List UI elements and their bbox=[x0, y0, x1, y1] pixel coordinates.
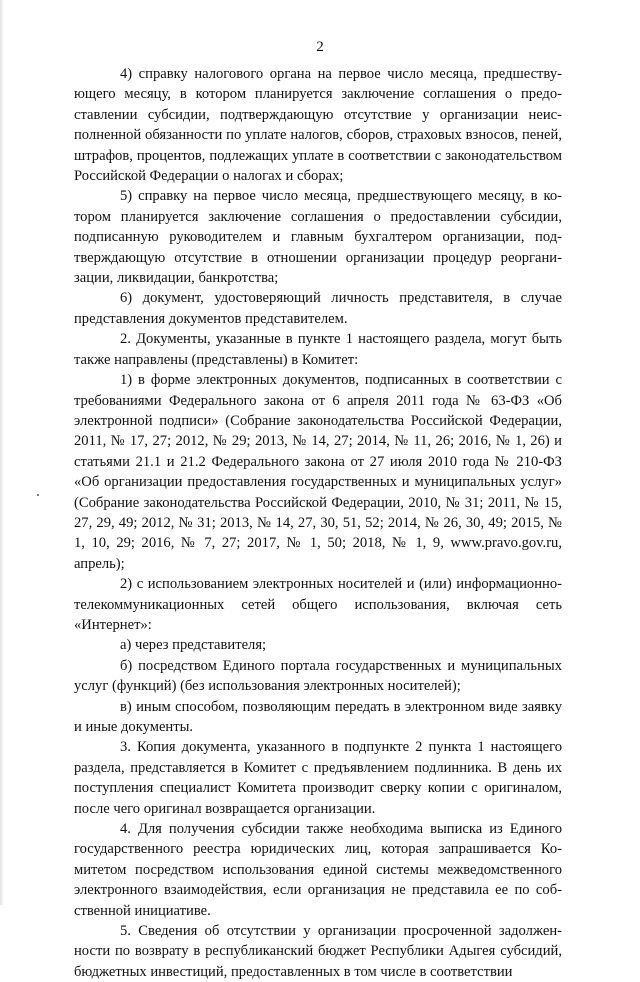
paragraph-subitem-1-electronic: 1) в форме электронных документов, подписанных в соответствии с требованиями Федерального закона от 6 апреля 2011 года № 63-ФЗ «Об электронной подписи» (Собрание законодательства Российской Федерации, 2011, № 17, 27; 2012, № 29; 2013, № 14, 27; 2014, № 11, 26; 2016, № 1, 26) и статьями 21.1 и 21.2 Федерального закона от 27 июля 2010 года № 210-ФЗ «Об организации предоставления государственных и муниципальных услуг» (Собрание законодательства Российской Федерации, 2010, № 31; 2011, № 15, 27, 29, 49; 2012, № 31; 2013, № 14, 27, 30, 51, 52; 2014, № 26, 30, 49; 2015, № 1, 10, 29; 2016, № 7, 27; 2017, № 1, 50; 2018, № 1, 9, www.pravo.gov.ru, апрель); bbox=[74, 372, 562, 572]
paragraph-subitem-a: а) через представителя; bbox=[120, 637, 267, 654]
paragraph-section-2-submission: 2. Документы, указанные в пункте 1 настоящего раздела, могут быть также направлены (представлены) в Комитет: bbox=[74, 331, 562, 368]
paragraph-item-6-representative-id: 6) документ, удостоверяющий личность представителя, в случае представления документов представителем. bbox=[74, 290, 562, 327]
paragraph-subitem-2-media: 2) с использованием электронных носителей и (или) информационно-телекоммуникационных сетей общего использования, включая сеть «Интернет»: bbox=[74, 576, 562, 633]
paragraph-section-3-copy: 3. Копия документа, указанного в подпункте 2 пункта 1 настоящего раздела, представляется в Комитет с предъявлением подлинника. В день их поступления специалист Комитета производит сверку копии с оригиналом, после чего оригинал возвращается организации. bbox=[74, 739, 562, 817]
paragraph-section-4-extract: 4. Для получения субсидии также необходима выписка из Единого государственного реестра юридических лиц, которая запрашивается Комитетом посредством использования единой системы межведомственного электронного взаимодействия, если организация не представила ее по собственной инициативе. bbox=[74, 821, 562, 919]
paragraph-item-4-tax-certificate: 4) справку налогового органа на первое число месяца, предшествующего месяцу, в котором планируется заключение соглашения о предоставлении субсидии, подтверждающую отсутствие у организации неисполненной обязанности по уплате налогов, сборов, страховых взносов, пеней, штрафов, процентов, подлежащих уплате в соответствии с законодательством Российской Федерации о налогах и сборах; bbox=[74, 66, 562, 185]
scan-edge-shadow bbox=[0, 0, 4, 905]
paragraph-item-5-bankruptcy-certificate: 5) справку на первое число месяца, предшествующего месяцу, в котором планируется заключение соглашения о предоставлении субсидии, подписанную руководителем и главным бухгалтером организации, подтверждающую отсутствие в отношении организации процедур реорганизации, ликвидации, банкротства; bbox=[74, 188, 562, 287]
page-number: 2 bbox=[316, 39, 324, 55]
document-body bbox=[74, 64, 562, 982]
paragraph-subitem-v: в) иным способом, позволяющим передать в электронном виде заявку и иные документы. bbox=[74, 698, 562, 735]
paragraph-section-5-debt: 5. Сведения об отсутствии у организации просроченной задолженности по возврату в республиканский бюджет Республики Адыгея субсидий, бюджетных инвестиций, предоставленных в том числе в соответствии bbox=[74, 923, 562, 980]
scan-speck bbox=[37, 494, 39, 496]
paragraph-subitem-b: б) посредством Единого портала государственных и муниципальных услуг (функций) (без использования электронных носителей); bbox=[74, 657, 562, 695]
